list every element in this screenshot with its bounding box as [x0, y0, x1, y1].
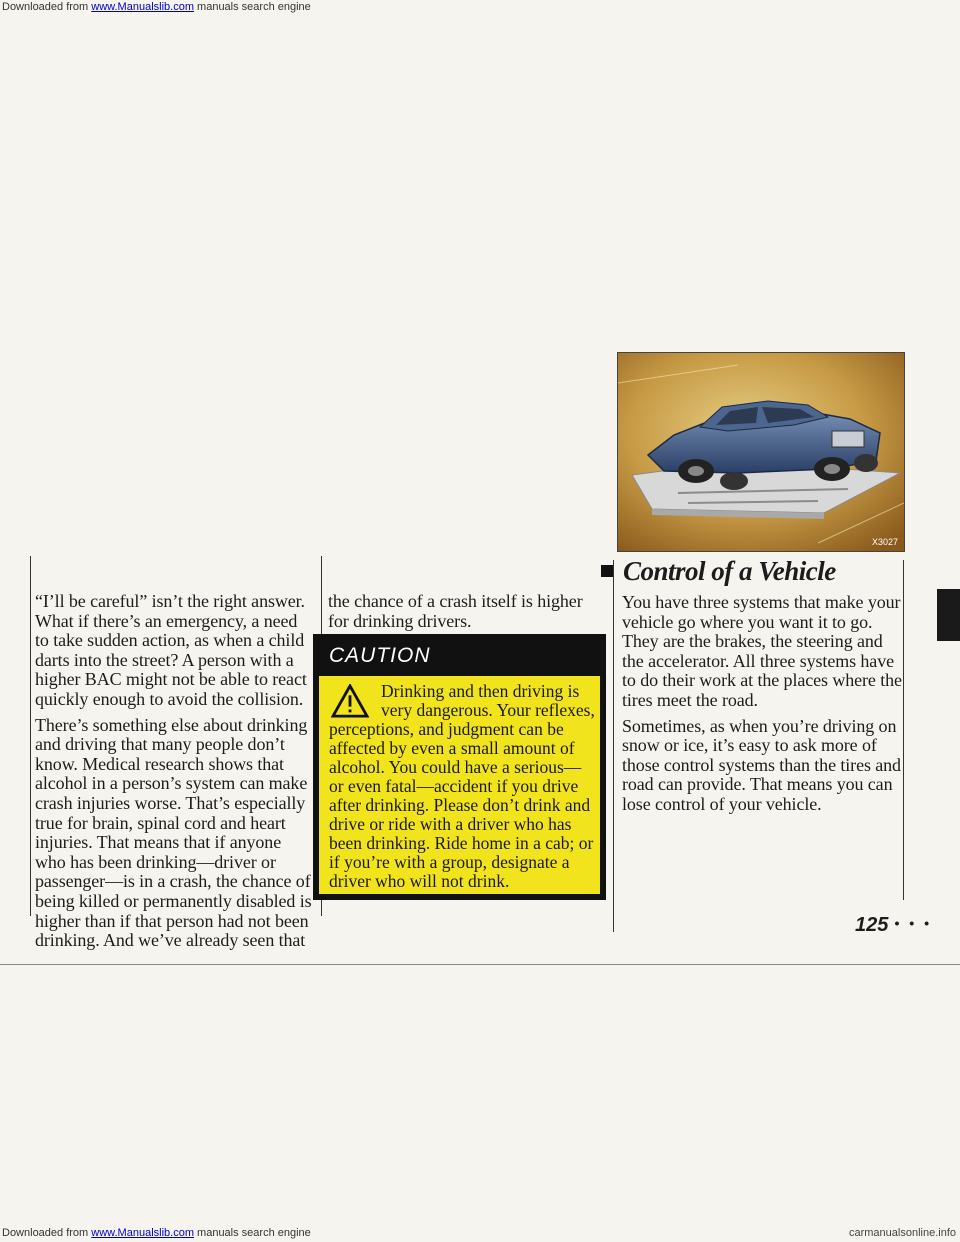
- text-column-2: [328, 592, 604, 637]
- paragraph-crash-chance: the chance of a crash itself is higher for drinking drivers.: [328, 591, 583, 631]
- page-number: [855, 914, 932, 937]
- footer-prefix: Downloaded from: [2, 1227, 92, 1239]
- warning-triangle-icon: [331, 684, 369, 718]
- section-heading: [601, 556, 836, 587]
- paragraph-snow-ice: Sometimes, as when you’re driving on snow or ice, it’s easy to ask more of those control systems than the tires and road can provide. That means you can lose control of your vehicle.: [622, 715, 901, 814]
- page-number-dots: • • •: [894, 915, 932, 931]
- page-number-value: 125: [855, 914, 889, 936]
- banner-suffix: manuals search engine: [193, 1, 311, 13]
- footer-suffix: manuals search engine: [193, 1227, 311, 1239]
- watermark: carmanualsonline.info: [848, 1227, 956, 1239]
- manualslib-link[interactable]: www.Manualslib.com: [91, 1, 194, 13]
- paragraph-three-systems: You have three systems that make your vehicle go where you want it to go. They are the brakes, the steering and the accelerator. All three systems have to do their work at the places where the tires meet the road.: [622, 592, 902, 710]
- download-banner: [0, 0, 960, 16]
- caution-message: Drinking and then driving is very dangerous. Your reflexes, perceptions, and judgment can be affected by even a small amount of alcohol. You could have a serious—or even fatal—accident if you drive after drinking. Please don’t drink and drive or ride with a driver who has been drinking. Ride home in a cab; or if you’re with a group, designate a driver who will not drink.: [329, 681, 595, 891]
- footer-manualslib-link[interactable]: www.Manualslib.com: [91, 1227, 194, 1239]
- footer-left: [2, 1226, 311, 1240]
- banner-prefix: Downloaded from: [2, 1, 92, 13]
- paragraph-medical-research: There’s something else about drinking and driving that many people don’t know. Medical research shows that alcohol in a person’s system can make crash injuries worse. That’s especially true for brain, spinal cord and heart injuries. That means that if anyone who has been drinking—driver or passenger—is in a crash, the chance of being killed or permanently disabled is higher than if that person had not been drinking. And we’ve already seen that: [35, 714, 312, 951]
- column-rule-right: [613, 560, 614, 932]
- text-column-1: [35, 592, 313, 957]
- section-tab-marker: [937, 589, 960, 641]
- section-heading-text: Control of a Vehicle: [623, 556, 836, 586]
- paragraph-careful: “I’ll be careful” isn’t the right answer. What if there’s an emergency, a need to take sudden action, as when a child darts into the street? A person with a higher BAC might not be able to react quickly enough to avoid the collision.: [35, 591, 307, 709]
- illustration-code: X3027: [871, 537, 898, 547]
- text-column-3: [622, 593, 904, 821]
- column-rule-left: [30, 556, 31, 916]
- page-bottom-rule: [0, 964, 960, 965]
- caution-title: CAUTION: [329, 644, 431, 667]
- caution-box: [313, 634, 606, 900]
- caution-text-block: [329, 682, 595, 891]
- car-on-platform-image: [618, 353, 904, 551]
- vehicle-illustration: [617, 352, 905, 552]
- download-footer: [0, 1226, 960, 1242]
- heading-bullet-icon: [601, 565, 613, 577]
- caution-body: [319, 676, 600, 894]
